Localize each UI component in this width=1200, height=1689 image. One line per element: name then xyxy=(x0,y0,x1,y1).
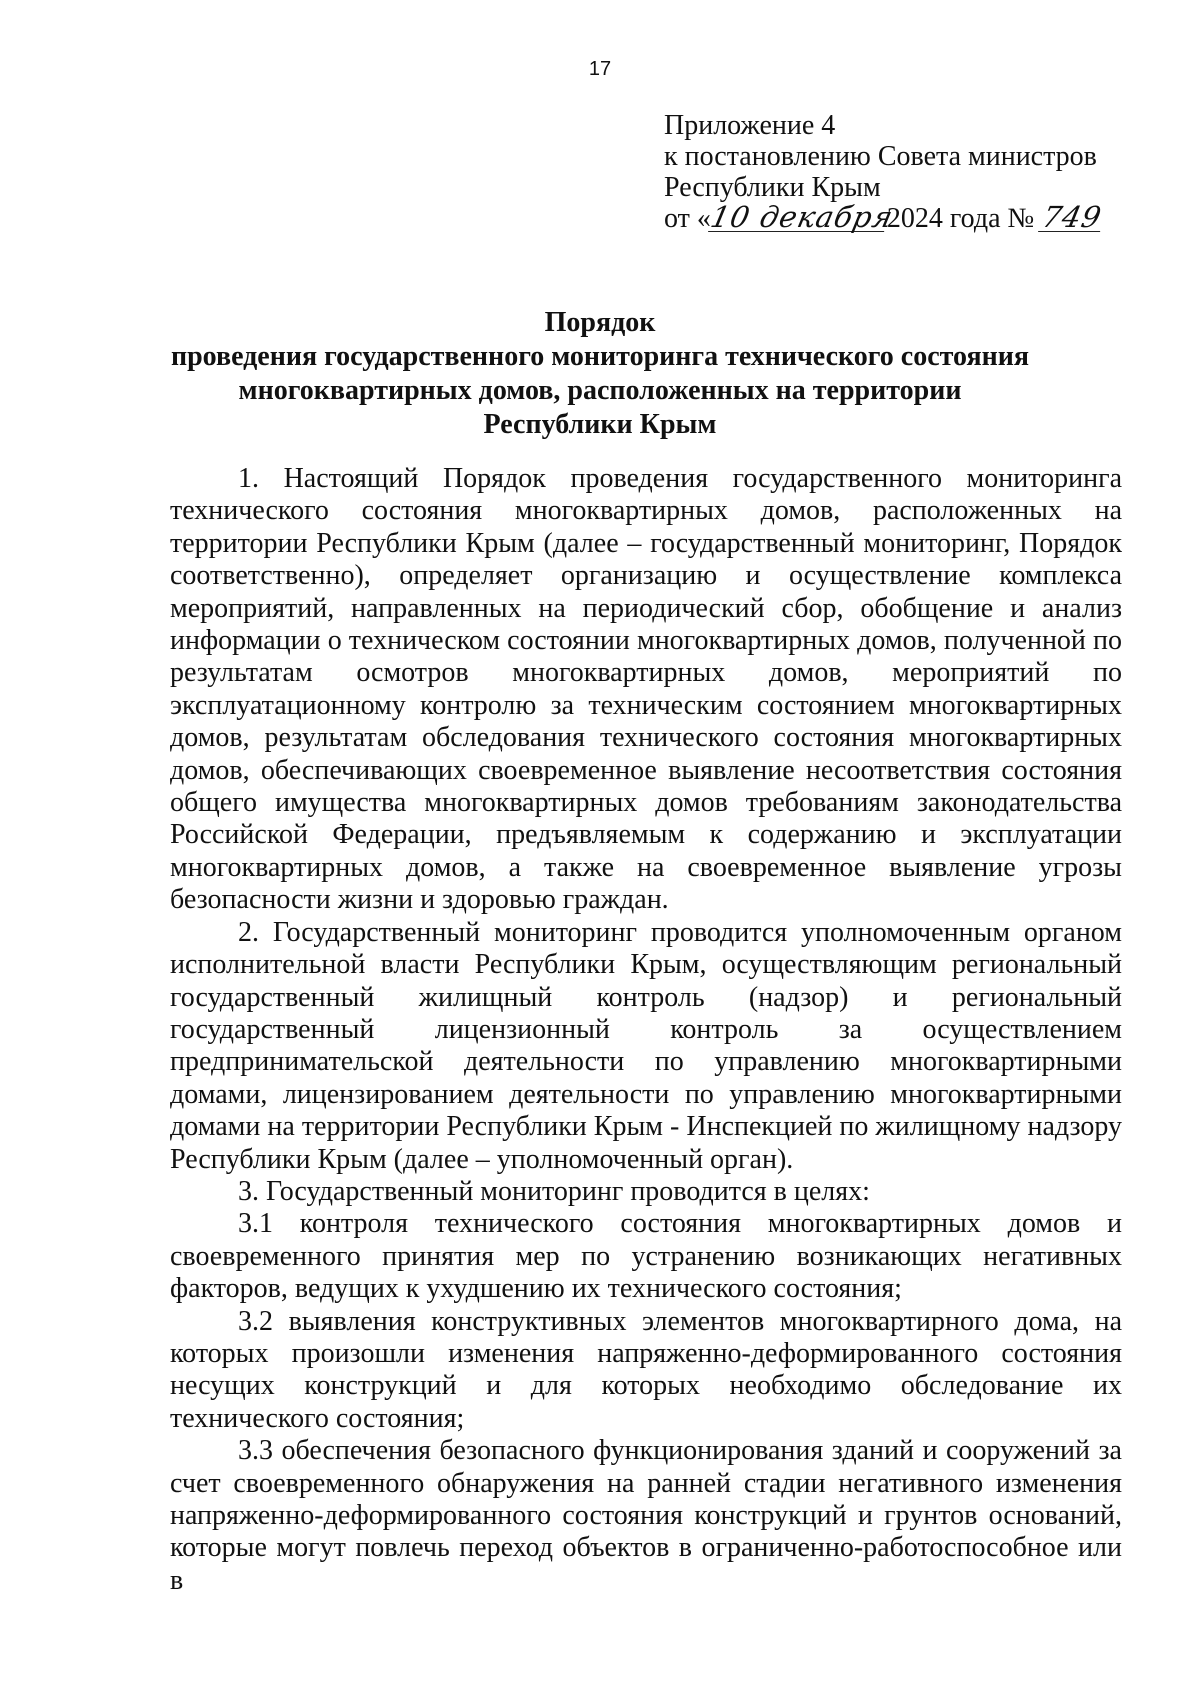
appendix-line: Приложение 4 xyxy=(664,110,836,141)
paragraph: 1. Настоящий Порядок проведения государственного мониторинга технического состояния многоквартирных домов, расположенных на территории Республики Крым (далее – государственный мониторинг, Порядок соответственно), определяет организацию и осуществление комплекса мероприятий, направленных на периодический сбор, обобщение и анализ информации о техническом состоянии многоквартирных домов, полученной по результатам осмотров многоквартирных домов, мероприятий по эксплуатационному контролю за техническим состоянием многоквартирных домов, результатам обследования технического состояния многоквартирных домов, обеспечивающих своевременное выявление несоответствия состояния общего имущества многоквартирных домов требованиям законодательства Российской Федерации, предъявляемым к содержанию и эксплуатации многоквартирных домов, а также на своевременное выявление угрозы безопасности жизни и здоровью граждан. xyxy=(170,463,1122,916)
paragraph: 3.2 выявления конструктивных элементов многоквартирного дома, на которых произошли изменения напряженно-деформированного состояния несущих конструкций и для которых необходимо обследование их технического состояния; xyxy=(170,1305,1122,1434)
appendix-header xyxy=(664,110,1106,234)
document-body xyxy=(170,463,1122,1597)
title-line: Республики Крым xyxy=(483,409,717,440)
page-number: 17 xyxy=(588,58,612,80)
paragraph: 3.1 контроля технического состояния многоквартирных домов и своевременного принятия мер по устранению возникающих негативных факторов, ведущих к ухудшению их технического состояния; xyxy=(170,1208,1122,1305)
title-line: Порядок xyxy=(544,307,656,338)
date-prefix: от « xyxy=(664,203,711,234)
date-year: 2024 года № xyxy=(886,203,1035,234)
handwritten-number: 749 xyxy=(1039,200,1106,234)
document-title xyxy=(0,306,1200,442)
paragraph: 3. Государственный мониторинг проводится в целях: xyxy=(238,1175,870,1207)
paragraph: 2. Государственный мониторинг проводится уполномоченным органом исполнительной власти Республики Крым, осуществляющим региональный государственный жилищный контроль (надзор) и региональный государственный лицензионный контроль за осуществлением предпринимательской деятельности по управлению многоквартирными домами, лицензированием деятельности по управлению многоквартирными домами на территории Республики Крым - Инспекцией по жилищному надзору Республики Крым (далее – уполномоченный орган). xyxy=(170,916,1122,1175)
handwritten-date: 10 декабря xyxy=(707,200,897,234)
title-line: проведения государственного мониторинга технического состояния xyxy=(170,341,1030,372)
title-line: многоквартирных домов, расположенных на территории xyxy=(238,375,962,406)
appendix-line: к постановлению Совета министров xyxy=(664,141,1097,172)
paragraph: 3.3 обеспечения безопасного функционирования зданий и сооружений за счет своевременного обнаружения на ранней стадии негативного изменения напряженно-деформированного состояния конструкций и грунтов оснований, которые могут повлечь переход объектов в ограниченно-работоспособное или в xyxy=(170,1435,1122,1596)
appendix-date-line xyxy=(664,200,1106,234)
appendix-line: Республики Крым xyxy=(664,172,881,203)
